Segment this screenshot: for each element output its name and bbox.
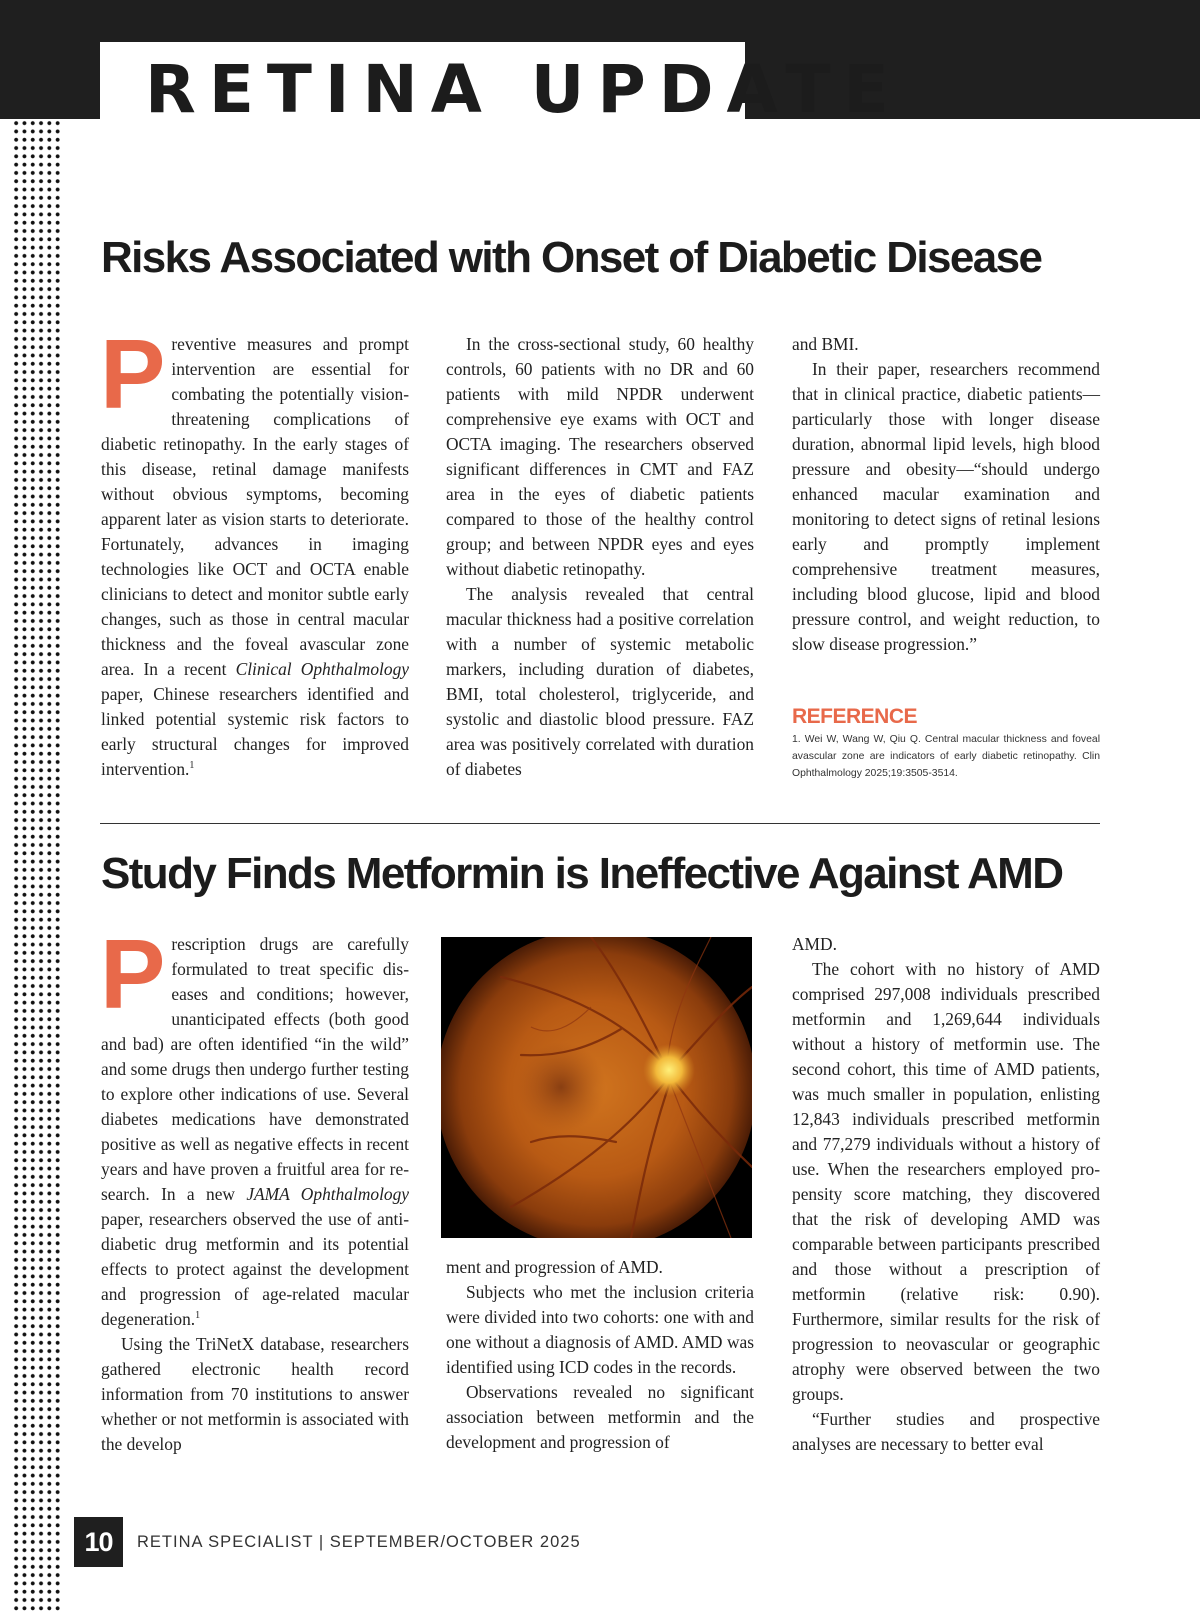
- article1-paragraph: In their paper, researchers recommend that in clinical practice, diabetic patients—particularly those with longer disease duration, abnormal lipid levels, high blood pressure and obesity—“should undergo enhanced macular examination and monitoring to detect signs of retinal lesions early and promptly implement comprehensive treatment measures, including blood glucose, lipid and blood pressure control, and weight reduction, to slow disease progression.”: [792, 359, 1100, 654]
- article2-headline: Study Finds Metformin is Ineffective Against AMD: [101, 849, 1063, 898]
- article2-paragraph: “Further studies and prospective analyses are necessary to better eval: [792, 1409, 1100, 1454]
- citation-marker: 1: [189, 760, 195, 772]
- citation-marker: 1: [195, 1310, 201, 1322]
- reference-citation: 1. Wei W, Wang W, Qiu Q. Central macular thickness and foveal avascular zone are indicators of early diabetic retinopathy. Clin Ophthalmology 2025;19:3505-3514.: [792, 734, 1100, 779]
- dot-pattern-border: [12, 119, 62, 1613]
- article2-column-2: [446, 1255, 754, 1455]
- article1-paragraph: The analysis revealed that central macular thickness had a positive correlation with a number of systemic metabolic markers, including duration of diabetes, BMI, total cholesterol, triglyceride, and systolic and diastolic blood pressure. FAZ area was positively correlated with duration of diabetes: [446, 584, 754, 779]
- article1-paragraph: In the cross-sectional study, 60 healthy controls, 60 patients with no DR and 60 patients with mild NPDR underwent comprehensive eye exams with OCT and OCTA imaging. The researchers observed significant differences in CMT and FAZ area in the eyes of diabetic patients compared to those of the healthy control group; and between NPDR eyes and eyes without diabetic retinopathy.: [446, 334, 754, 579]
- drop-cap: P: [100, 319, 166, 429]
- article1-column-2: [446, 332, 754, 782]
- article2-paragraph: The cohort with no history of AMD comprised 297,008 individuals prescribed metformin and 1,269,644 individuals without a history of metformin use. The second cohort, this time of AMD patients, was much smaller in population, enlisting 12,843 individuals prescribed metformin and 77,279 individuals without a history of use. When the researchers employed propensity score matching, they discovered that the risk of developing AMD was comparable between participants prescribed and those without a prescription of metformin (relative risk: 0.90). Furthermore, similar results for the risk of progression to neovascular or geographic atrophy were observed between the two groups.: [792, 959, 1100, 1404]
- page-number: 10: [74, 1517, 123, 1567]
- article2-paragraph: ment and progression of AMD.: [446, 1257, 663, 1277]
- article2-paragraph: Prescription drugs are carefully formulated to treat specific diseases and conditions; however, unanticipated effects (both good and bad) are often identified “in the wild” and some drugs then undergo further testing to explore other indications of use. Several diabetes medications have demonstrated positive as well as negative effects in recent years and have proven a fruitful area for research. In a new JAMA Ophthalmology paper, researchers observed the use of anti-diabetic drug metformin and its potential effects to protect against the development and progression of age-related macular degeneration.$^1$: [100, 919, 410, 1329]
- article1-paragraph: and BMI.: [792, 334, 859, 354]
- journal-name: JAMA Ophthalmology: [246, 1184, 410, 1204]
- article-divider: [100, 823, 1100, 824]
- retina-fundus-image: [441, 937, 752, 1238]
- article2-paragraph: Using the TriNetX database, researchers gathered electronic health record information from 70 institutions to answer whether or not metformin is associated with the develop: [101, 1334, 409, 1454]
- article2-column-1: [100, 919, 410, 1457]
- article2-paragraph: AMD.: [792, 934, 837, 954]
- article2-column-3: [792, 932, 1100, 1457]
- publication-footer: RETINA SPECIALIST | SEPTEMBER/OCTOBER 2025: [137, 1533, 581, 1551]
- reference-heading: REFERENCE: [792, 705, 918, 728]
- article1-column-3: [792, 332, 1100, 657]
- article1-headline: Risks Associated with Onset of Diabetic Disease: [101, 233, 1042, 282]
- fundus-photograph: [441, 937, 752, 1238]
- drop-cap: P: [100, 919, 166, 1029]
- article2-paragraph: Subjects who met the inclusion criteria were divided into two cohorts: one with and one without a diagnosis of AMD. AMD was identified using ICD codes in the records.: [446, 1282, 754, 1377]
- section-title: RETINA UPDATE: [145, 51, 902, 128]
- journal-name: Clinical Ophthalmology: [235, 659, 409, 679]
- article1-paragraph: Preventive measures and prompt intervention are essential for combating the potentially vision-threatening complications of diabetic retinopathy. In the early stages of this disease, retinal damage manifests without obvious symptoms, becoming apparent later as vision starts to deteriorate. Fortunately, advances in imaging technologies like OCT and OCTA enable clinicians to detect and monitor subtle early changes, such as those in central macular thickness and the foveal avascular zone area. In a recent Clinical Ophthalmology paper, Chinese researchers identified and linked potential systemic risk factors to early structural changes for improved intervention.$^1$: [100, 319, 409, 779]
- article2-paragraph: Observations revealed no significant association between metformin and the development and progression of: [446, 1382, 754, 1452]
- article1-column-1: [100, 319, 409, 782]
